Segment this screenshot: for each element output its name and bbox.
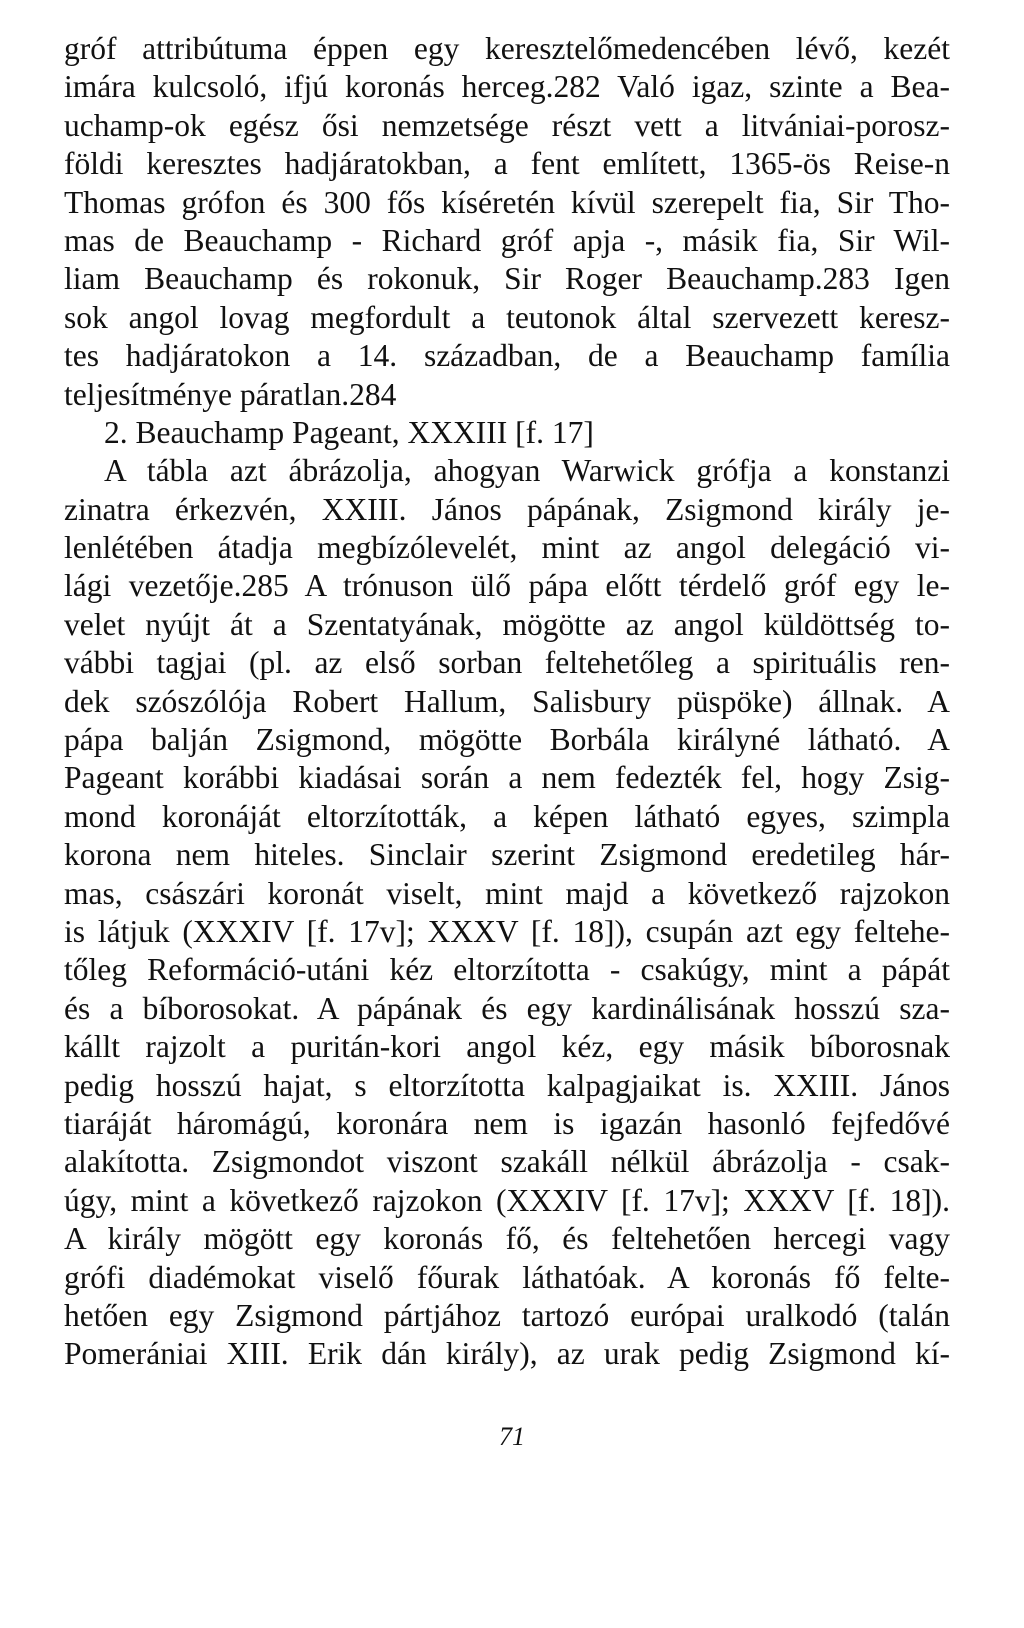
text-line: zinatra érkezvén, XXIII. János pápának, Zsigmond király je- <box>64 491 950 527</box>
text-line: is látjuk (XXXIV [f. 17v]; XXXV [f. 18]), csupán azt egy feltehe- <box>64 913 950 949</box>
text-line: és a bíborosokat. A pápának és egy kardinálisának hosszú sza- <box>64 990 950 1026</box>
text-line: gróf attribútuma éppen egy keresztelőmedencében lévő, kezét <box>64 31 950 66</box>
text-line: tőleg Reformáció-utáni kéz eltorzította - csakúgy, mint a pápát <box>64 952 950 988</box>
page-number: 71 <box>499 1422 525 1451</box>
text-line: kállt rajzolt a puritán-kori angol kéz, egy másik bíborosnak <box>64 1029 950 1065</box>
text-line: mond koronáját eltorzították, a képen látható egyes, szimpla <box>64 798 950 834</box>
text-line: korona nem hiteles. Sinclair szerint Zsigmond eredetileg hár- <box>64 837 950 873</box>
text-line: hetően egy Zsigmond pártjához tartozó európai uralkodó (talán <box>64 1297 950 1333</box>
text-line: uchamp-ok egész ősi nemzetsége részt vett a litvániai-porosz- <box>64 107 950 143</box>
text-line: sok angol lovag megfordult a teutonok által szervezett keresz- <box>64 299 950 335</box>
paragraph-continuation <box>64 30 950 414</box>
text-line: A király mögött egy koronás fő, és feltehetően hercegi vagy <box>64 1221 950 1257</box>
text-line: lenlétében átadja megbízólevelét, mint az angol delegáció vi- <box>64 530 950 566</box>
text-line: pápa balján Zsigmond, mögötte Borbála királyné látható. A <box>64 722 950 758</box>
text-line: vábbi tagjai (pl. az első sorban feltehetőleg a spirituális ren- <box>64 645 950 681</box>
text-line: 2. Beauchamp Pageant, XXXIII [f. 17] <box>104 414 594 450</box>
text-line: teljesítménye páratlan.284 <box>64 376 397 412</box>
text-line: velet nyújt át a Szentatyának, mögötte az angol küldöttség to- <box>64 606 950 642</box>
text-line: liam Beauchamp és rokonuk, Sir Roger Beauchamp.283 Igen <box>64 261 950 297</box>
text-line: imára kulcsoló, ifjú koronás herceg.282 Való igaz, szinte a Bea- <box>64 69 950 105</box>
text-line: Pageant korábbi kiadásai során a nem fedezték fel, hogy Zsig- <box>64 760 950 796</box>
text-container <box>64 30 950 1374</box>
text-line: Pomerániai XIII. Erik dán király), az urak pedig Zsigmond kí- <box>64 1336 950 1372</box>
text-line: mas de Beauchamp - Richard gróf apja -, másik fia, Sir Wil- <box>64 222 950 258</box>
page-body <box>64 30 950 1374</box>
text-line: mas, császári koronát viselt, mint majd a következő rajzokon <box>64 875 950 911</box>
text-line: alakította. Zsigmondot viszont szakáll nélkül ábrázolja - csak- <box>64 1144 950 1180</box>
text-line: A tábla azt ábrázolja, ahogyan Warwick grófja a konstanzi <box>104 453 950 489</box>
text-line: úgy, mint a következő rajzokon (XXXIV [f. 17v]; XXXV [f. 18]). <box>64 1182 950 1218</box>
paragraph-main <box>64 452 950 1373</box>
text-line: dek szószólója Robert Hallum, Salisbury püspöke) állnak. A <box>64 683 950 719</box>
text-line: tes hadjáratokon a 14. században, de a Beauchamp família <box>64 338 950 374</box>
text-line: pedig hosszú hajat, s eltorzította kalpagjaikat is. XXIII. János <box>64 1067 950 1103</box>
text-line: grófi diadémokat viselő főurak láthatóak. A koronás fő felte- <box>64 1259 950 1295</box>
text-line: Thomas grófon és 300 fős kíséretén kívül szerepelt fia, Sir Tho- <box>64 184 950 220</box>
section-heading <box>64 414 950 452</box>
text-line: lági vezetője.285 A trónuson ülő pápa előtt térdelő gróf egy le- <box>64 568 950 604</box>
text-line: tiaráját háromágú, koronára nem is igazán hasonló fejfedővé <box>64 1105 950 1141</box>
text-line: földi keresztes hadjáratokban, a fent említett, 1365-ös Reise-n <box>64 146 950 182</box>
